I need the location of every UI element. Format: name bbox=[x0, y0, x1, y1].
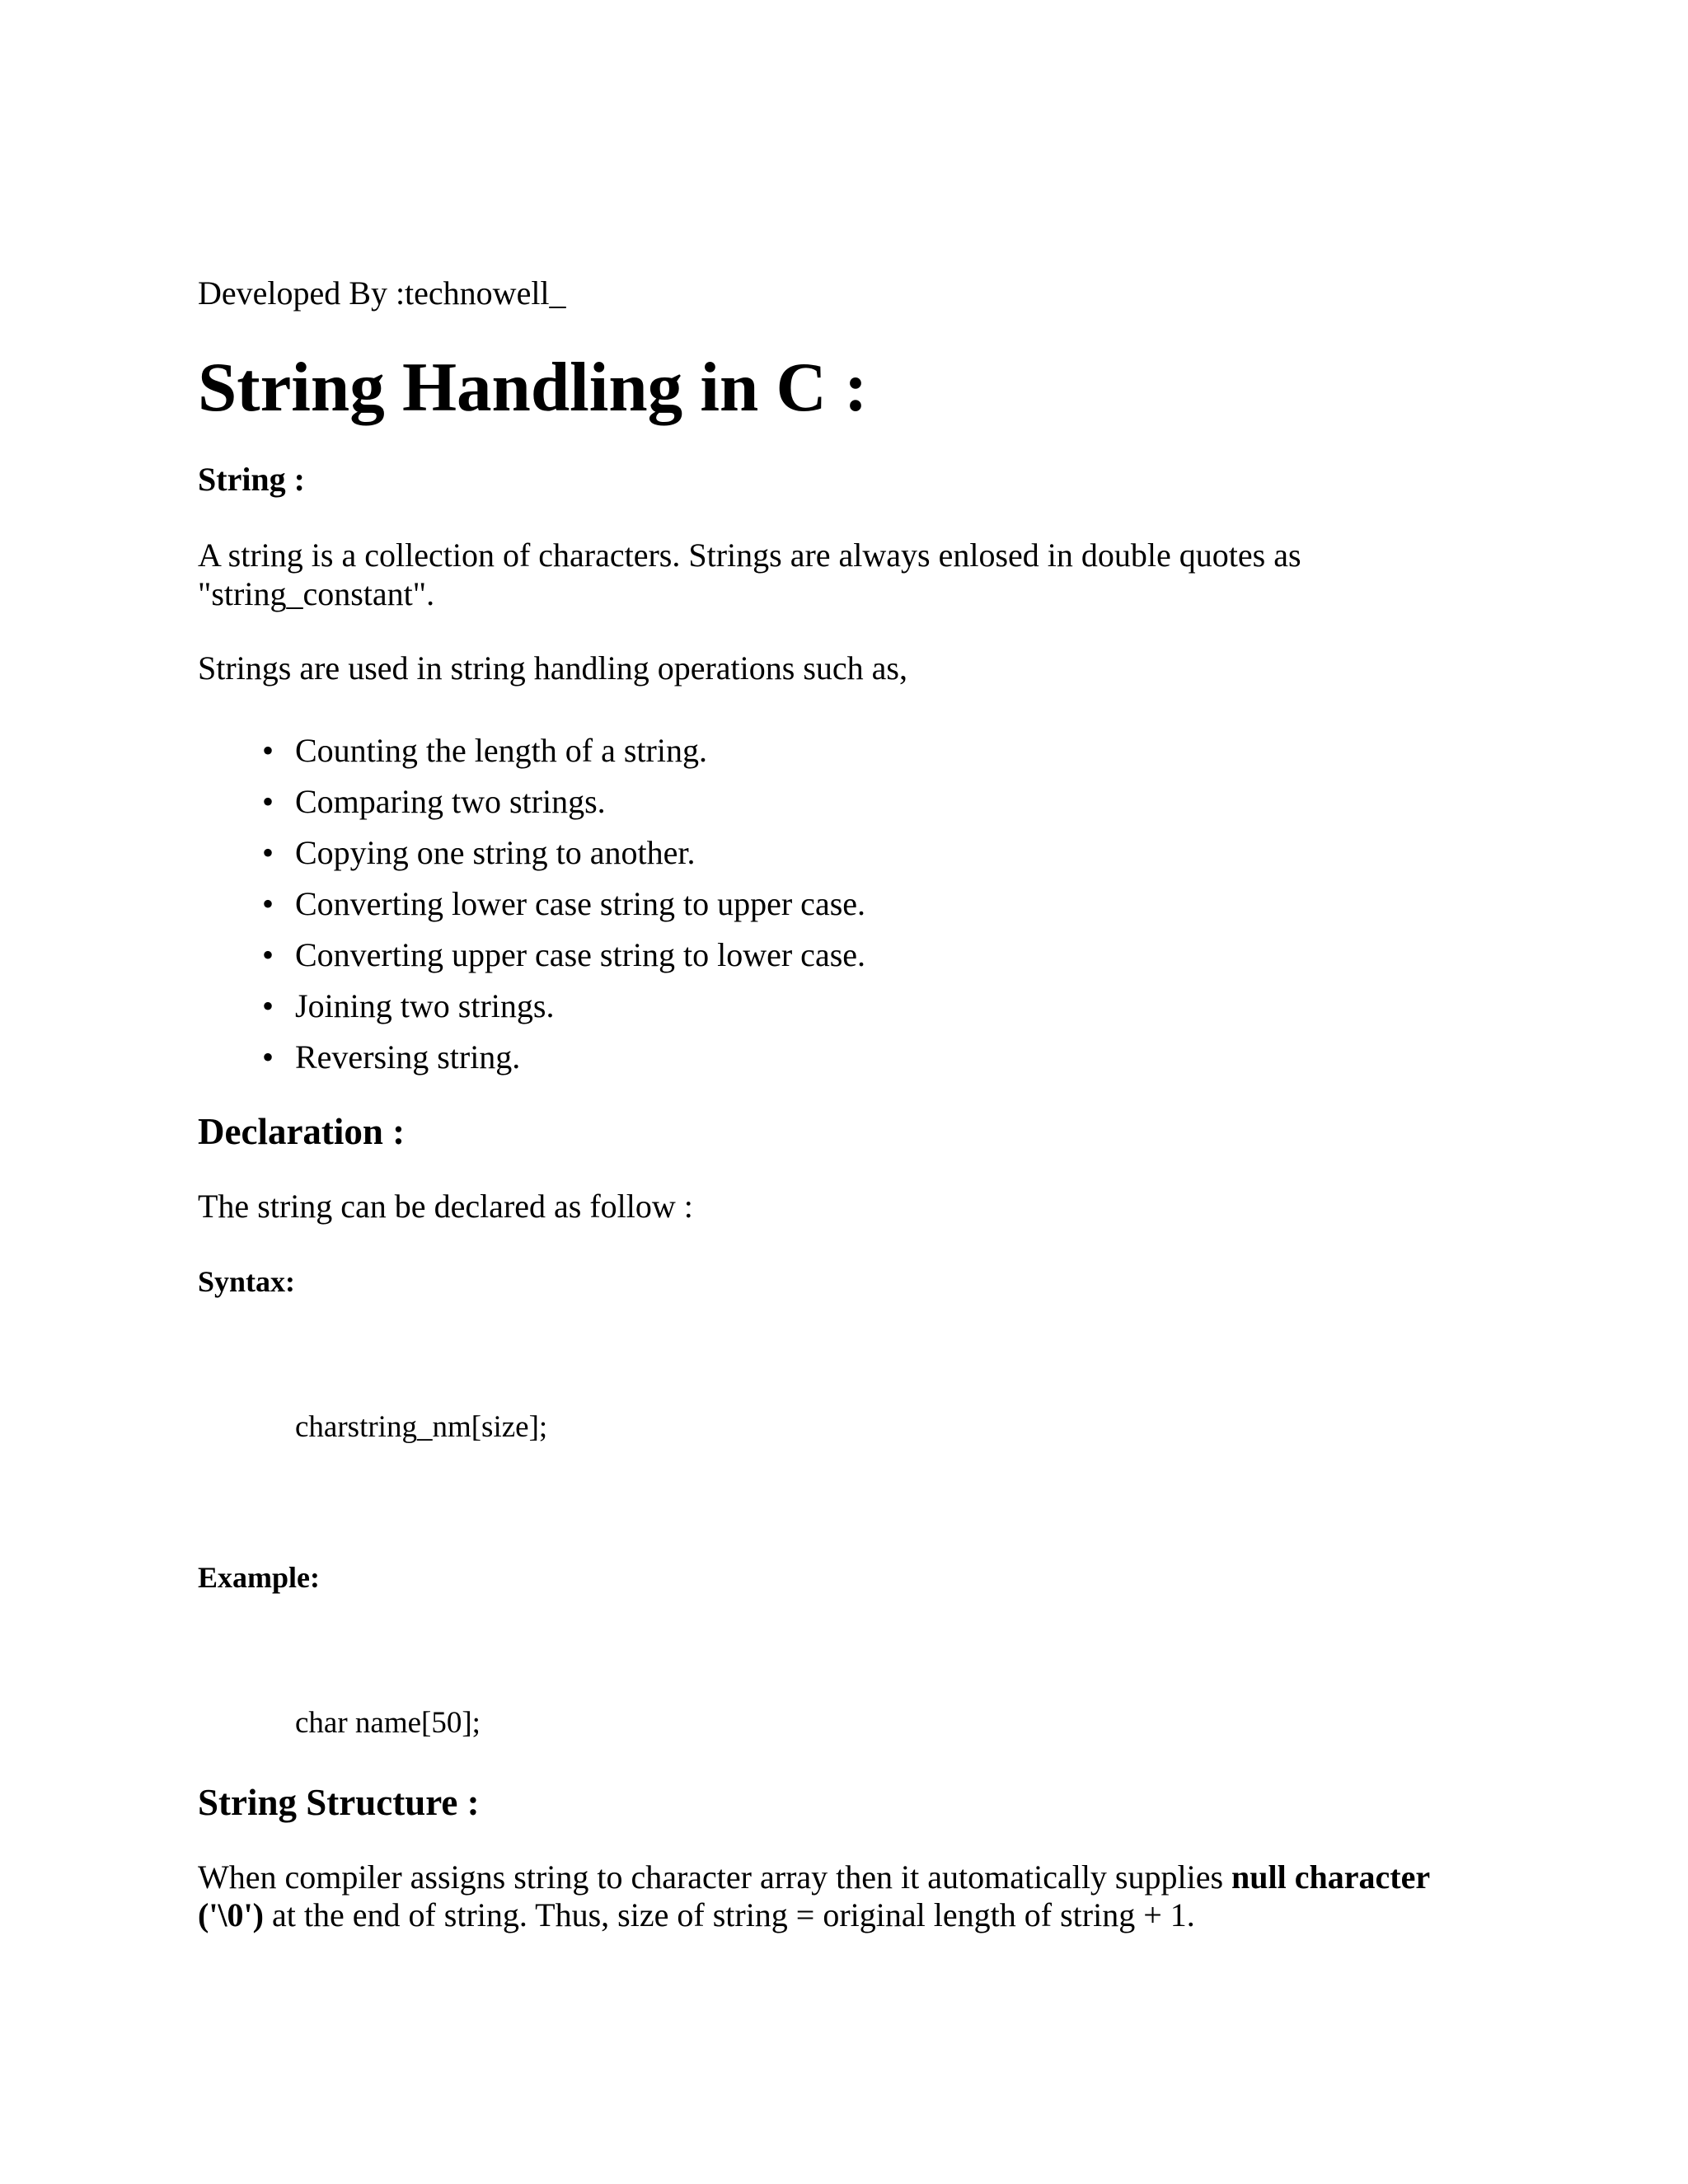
null-character-term: null character bbox=[1231, 1858, 1431, 1896]
list-item: • Converting upper case string to lower case. bbox=[198, 930, 865, 981]
section-heading-string: String : bbox=[198, 461, 305, 498]
list-item: • Converting lower case string to upper case. bbox=[198, 879, 865, 930]
operations-list bbox=[198, 725, 865, 1083]
list-item: • Joining two strings. bbox=[198, 981, 865, 1032]
example-code: char name[50]; bbox=[295, 1706, 481, 1740]
page-title: String Handling in C : bbox=[198, 349, 868, 426]
structure-text-line-2: ('\0') at the end of string. Thus, size of string = original length of string + 1. bbox=[198, 1896, 1195, 1933]
string-definition-line-2: "string_constant". bbox=[198, 575, 435, 612]
string-definition-line-1: A string is a collection of characters. Strings are always enlosed in double quotes as bbox=[198, 537, 1301, 574]
example-label: Example: bbox=[198, 1561, 320, 1594]
author-credit: Developed By :technowell_ bbox=[198, 274, 566, 312]
bullet-icon: • bbox=[262, 783, 274, 820]
list-item: • Reversing string. bbox=[198, 1032, 865, 1083]
null-character-literal: ('\0') bbox=[198, 1896, 264, 1933]
bullet-icon: • bbox=[262, 885, 274, 922]
string-uses-intro: Strings are used in string handling operations such as, bbox=[198, 649, 907, 687]
list-item: • Copying one string to another. bbox=[198, 827, 865, 879]
section-heading-string-structure: String Structure : bbox=[198, 1782, 480, 1823]
list-item: • Counting the length of a string. bbox=[198, 725, 865, 776]
declaration-intro: The string can be declared as follow : bbox=[198, 1188, 693, 1225]
syntax-code: charstring_nm[size]; bbox=[295, 1410, 548, 1444]
section-heading-declaration: Declaration : bbox=[198, 1111, 406, 1152]
bullet-icon: • bbox=[262, 987, 274, 1024]
bullet-icon: • bbox=[262, 1038, 274, 1076]
structure-text-line-1: When compiler assigns string to character array then it automatically supplies null character bbox=[198, 1858, 1431, 1896]
syntax-label: Syntax: bbox=[198, 1265, 296, 1298]
bullet-icon: • bbox=[262, 834, 274, 871]
bullet-icon: • bbox=[262, 936, 274, 973]
bullet-icon: • bbox=[262, 732, 274, 769]
list-item: • Comparing two strings. bbox=[198, 776, 865, 827]
